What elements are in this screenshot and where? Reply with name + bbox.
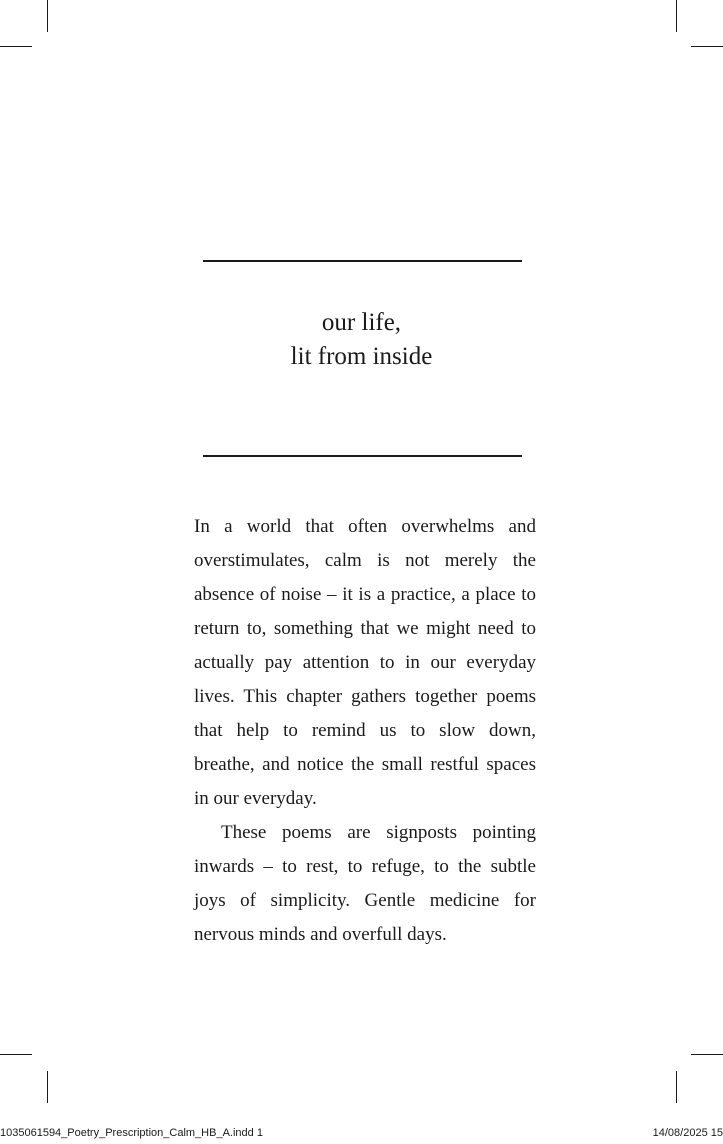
- intro-paragraph-2: These poems are signposts pointing inwards – to rest, to refuge, to the subtle joys of simplicity. Gentle medicine for nervous minds and overfull days.: [194, 822, 536, 945]
- chapter-title: [0, 306, 723, 374]
- slug-file-info: 1035061594_Poetry_Prescription_Calm_HB_A.indd 1: [0, 1127, 263, 1139]
- crop-mark-top-right-vertical: [676, 0, 677, 32]
- crop-mark-top-left-horizontal: [0, 46, 32, 47]
- slug-date-time: 14/08/2025 15: [652, 1127, 723, 1139]
- crop-mark-bottom-left-horizontal: [0, 1054, 32, 1055]
- chapter-title-line-1: our life,: [321, 309, 402, 336]
- chapter-title-line-2: lit from inside: [290, 343, 433, 370]
- title-rule-top: [203, 260, 522, 262]
- crop-mark-top-left-vertical: [47, 0, 48, 32]
- crop-mark-bottom-right-vertical: [676, 1071, 677, 1103]
- crop-mark-bottom-right-horizontal: [691, 1054, 723, 1055]
- crop-mark-top-right-horizontal: [691, 46, 723, 47]
- title-rule-bottom: [203, 455, 522, 457]
- chapter-intro-text: [194, 510, 536, 952]
- crop-mark-bottom-left-vertical: [47, 1071, 48, 1103]
- intro-paragraph-1: In a world that often overwhelms and overstimulates, calm is not merely the absence of noise – it is a practice, a place to return to, something that we might need to actually pay attention to in our everyday lives. This chapter gathers together poems that help to remind us to slow down, breathe, and notice the small restful spaces in our everyday.: [194, 516, 536, 809]
